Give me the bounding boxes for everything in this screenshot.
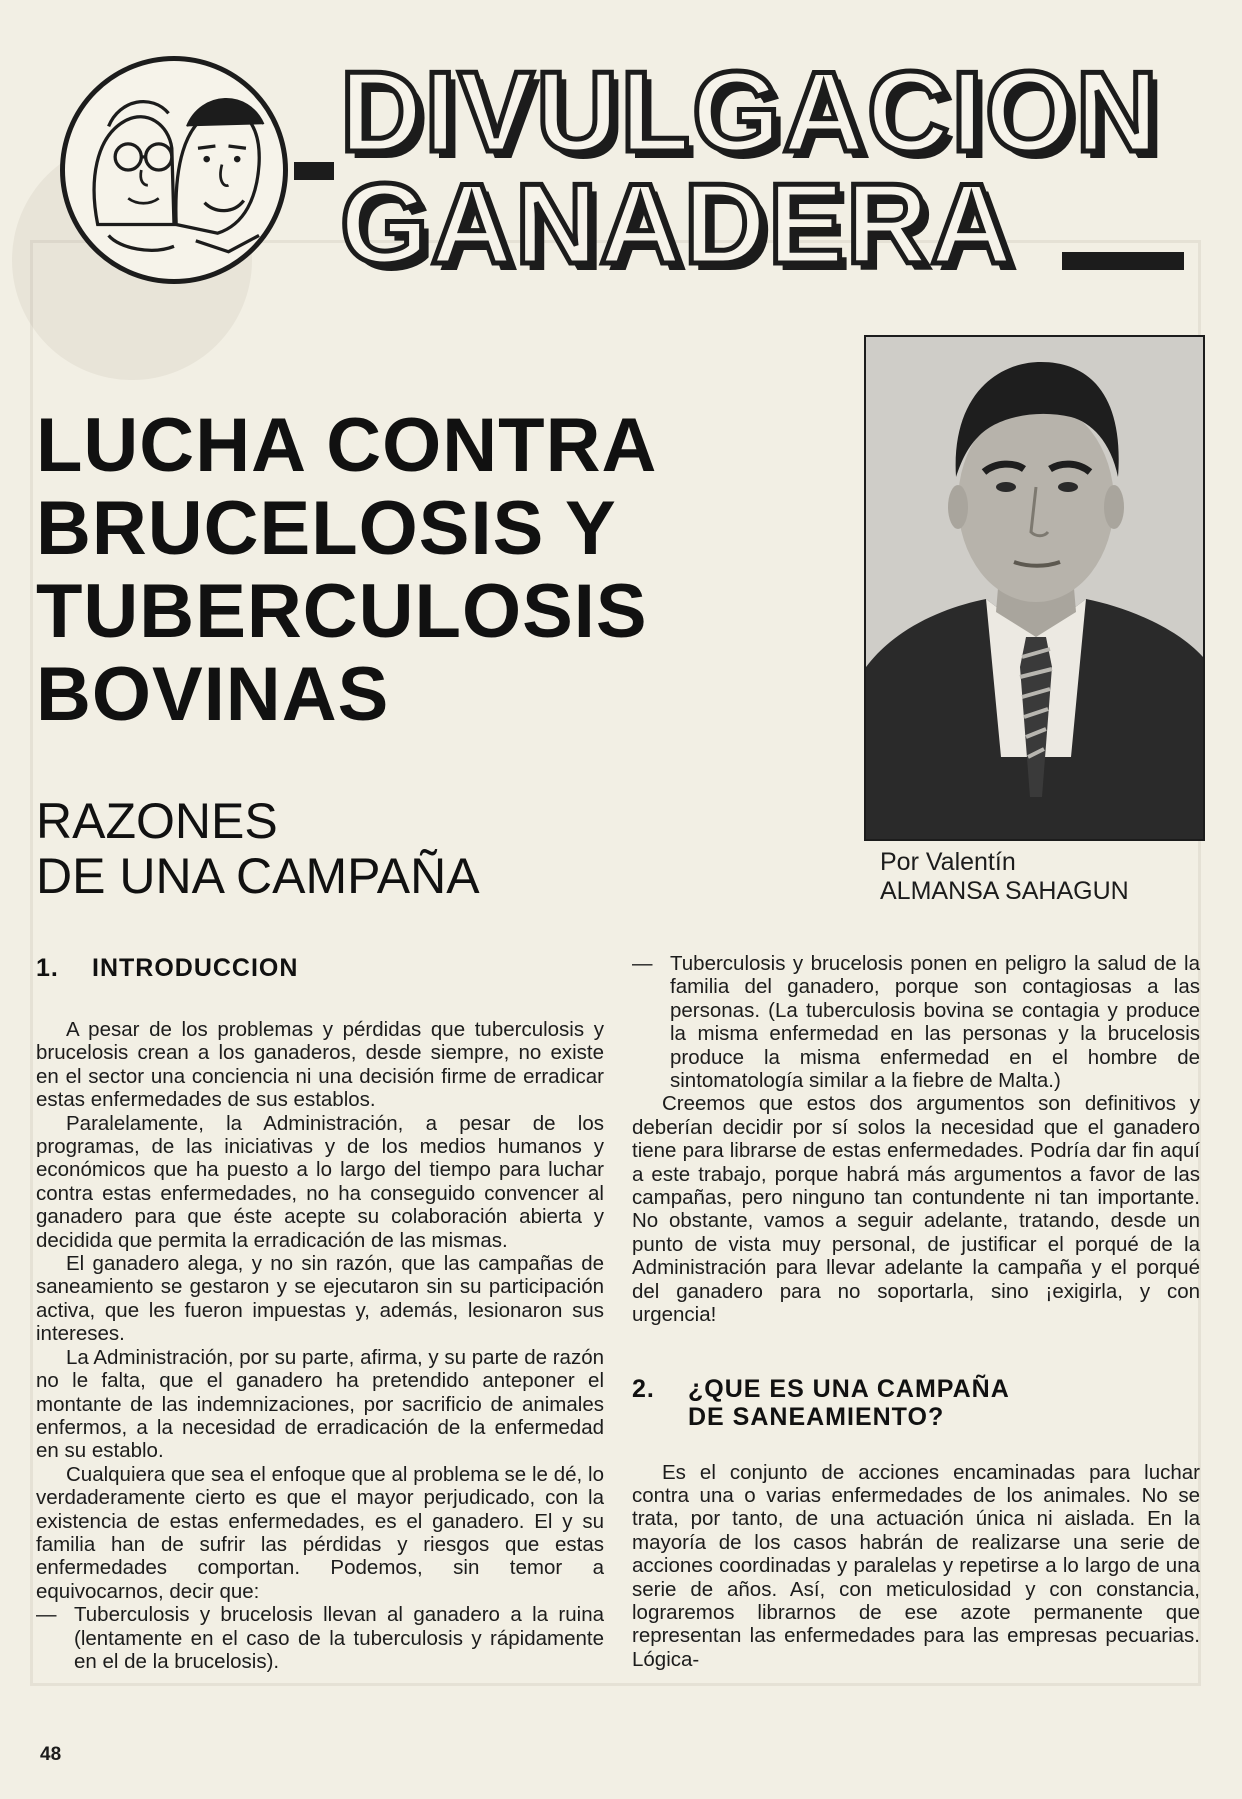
section-title-line: DE SANEAMIENTO? (688, 1402, 945, 1431)
caricature-logo-image (60, 56, 288, 284)
banner-dash-left (294, 162, 334, 180)
bullet-item (36, 1603, 604, 1673)
section-banner (290, 49, 1190, 288)
bullet-item (632, 952, 1200, 1092)
banner-dash-right (1062, 252, 1184, 270)
author-photo (864, 335, 1205, 841)
bullet-text: Tuberculosis y brucelosis llevan al ganadero a la ruina (lentamente en el caso de la tuberculosis y rápidamente en el de la brucelosis). (74, 1603, 604, 1673)
banner-line-divulgacion: DIVULGACION (340, 49, 1160, 176)
body-column-right (632, 952, 1200, 1671)
bullet-text: Tuberculosis y brucelosis ponen en peligro la salud de la familia del ganadero, porque son contagiosas a las personas. (La tuberculosis bovina se contagia y produce la misma enfermedad en las personas y la brucelosis produce la misma enfermedad en el hombre de sintomatología similar a la fiebre de Malta.) (670, 952, 1200, 1093)
byline-prefix: Por Valentín (880, 848, 1016, 876)
bullet-dash: — (36, 1603, 57, 1627)
body-column-left (36, 954, 604, 1673)
section-heading-que-es-una-campana (632, 1375, 1200, 1431)
section-title-line: ¿QUE ES UNA CAMPAÑA (688, 1374, 1010, 1403)
banner-line-ganadera: GANADERA (340, 161, 1015, 288)
subtitle-line: RAZONES (36, 793, 278, 849)
paragraph: A pesar de los problemas y pérdidas que tuberculosis y brucelosis crean a los ganaderos, desde siempre, no existe en el sector una conciencia ni una decisión firme de erradicar estas enfermedades de sus establos. (36, 1018, 604, 1112)
author-name: ALMANSA SAHAGUN (880, 877, 1129, 905)
title-line: BOVINAS (36, 652, 390, 737)
paragraph: Es el conjunto de acciones encaminadas para luchar contra una o varias enfermedades de los animales. No se trata, por tanto, de una actuación única ni aislada. En la mayoría de los casos habrán de realizarse una serie de acciones coordinadas y paralelas y repetirse a lo largo de una serie de años. Así, con meticulosidad y con constancia, lograremos librarnos de ese azote permanente que representan las enfermedades para las empresas pecuarias. Lógica- (632, 1460, 1200, 1671)
title-line: TUBERCULOSIS (36, 569, 648, 654)
section-number: 2. (632, 1374, 655, 1403)
article-subtitle (36, 794, 676, 904)
title-line: LUCHA CONTRA (36, 403, 658, 488)
paragraph: El ganadero alega, y no sin razón, que las campañas de saneamiento se gestaron y se ejecutaron sin su participación activa, que les fueron impuestas y, además, lesionaron sus intereses. (36, 1252, 604, 1346)
paragraph: Creemos que estos dos argumentos son definitivos y deberían decidir por sí solos la necesidad que el ganadero tiene para librarse de estas enfermedades. Podría dar fin aquí a este trabajo, porque habrá más argumentos a favor de las campañas, pero ninguno tan contundente ni tan importante. No obstante, vamos a seguir adelante, tratando, desde un punto de vista muy personal, de justificar el porqué de la Administración para llevar adelante la campaña y el porqué del ganadero para no soportarla, sino ¡exigirla, y con urgencia! (632, 1092, 1200, 1327)
section-title: INTRODUCCION (92, 954, 299, 982)
section-number: 1. (36, 954, 59, 982)
title-line: BRUCELOSIS Y (36, 486, 617, 571)
paragraph: Cualquiera que sea el enfoque que al problema se le dé, lo verdaderamente cierto es que el mayor perjudicado, con la existencia de estas enfermedades, es el ganadero. El y su familia han de sufrir las pérdidas y riesgos que estas enfermedades comportan. Podemos, sin temor a equivocarnos, decir que: (36, 1462, 604, 1603)
paragraph: Paralelamente, la Administración, a pesar de los programas, de las iniciativas y de los medios humanos y económicos que ha puesto a lo largo del tiempo para luchar contra estas enfermedades, no ha conseguido convencer al ganadero para que éste acepte su colaboración abierta y decidida que permita la erradicación de las mismas. (36, 1111, 604, 1252)
article-title (36, 404, 776, 736)
page-number: 48 (40, 1744, 62, 1765)
section-heading-introduccion (36, 954, 604, 982)
subtitle-line: DE UNA CAMPAÑA (36, 848, 480, 904)
author-byline (880, 848, 1210, 906)
section-title (688, 1375, 1010, 1431)
bullet-dash: — (632, 952, 653, 975)
paragraph: La Administración, por su parte, afirma, y su parte de razón no le falta, que el ganadero ha pretendido anteponer el montante de las indemnizaciones, por sacrificio de animales enfermos, a la necesidad de erradicación de la enfermedad en su establo. (36, 1345, 604, 1463)
